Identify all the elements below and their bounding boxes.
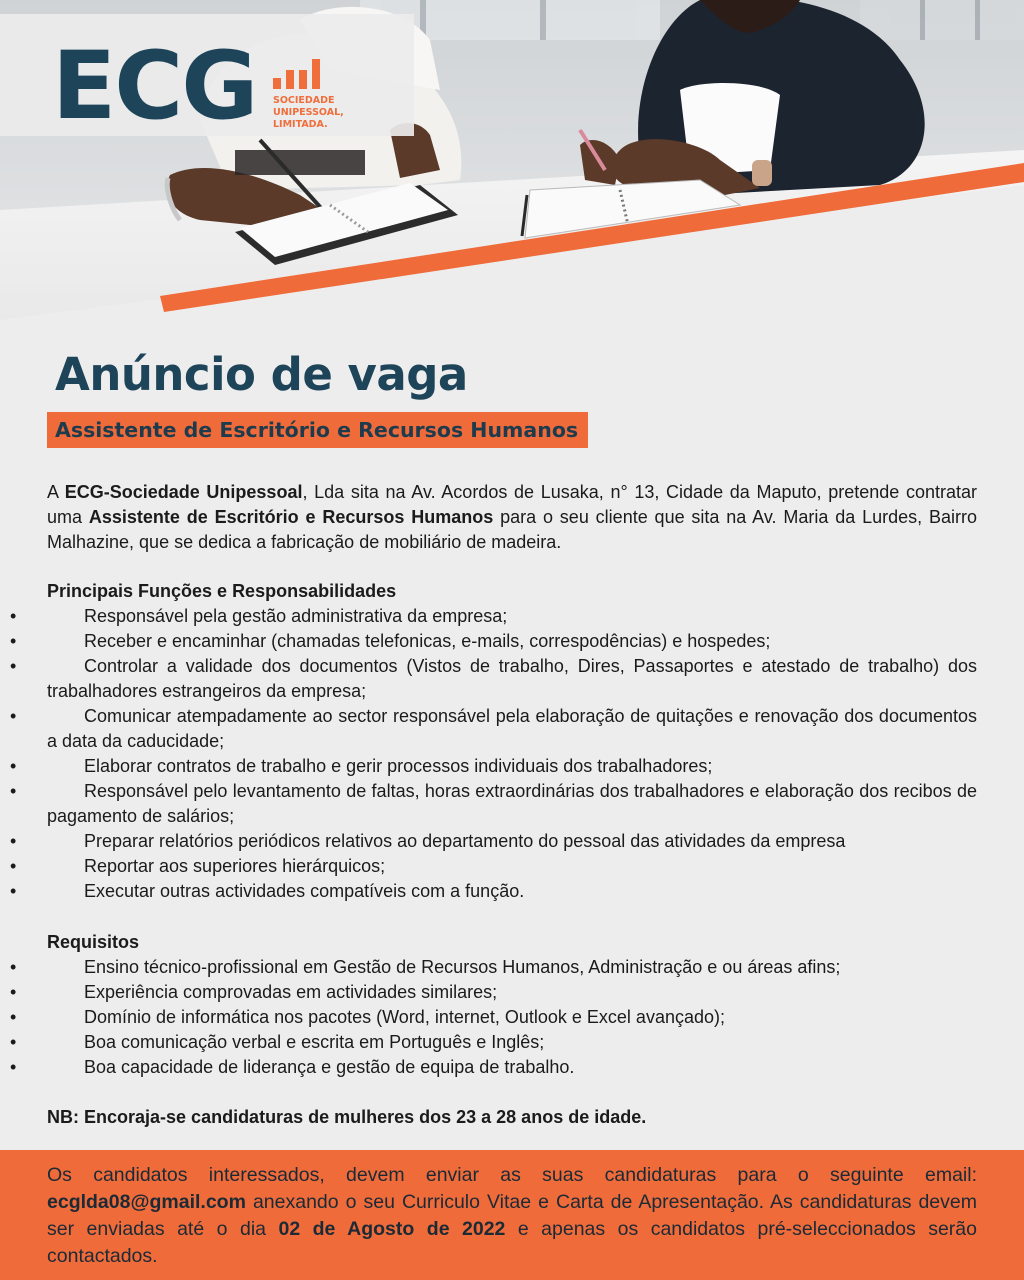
list-item xyxy=(10,955,977,980)
list-item xyxy=(10,879,977,904)
bullet-icon: • xyxy=(10,856,17,876)
list-item-text: Responsável pelo levantamento de faltas, horas extraordinárias dos trabalhadores e elaboração dos recibos de pagamento de salários; xyxy=(47,781,977,826)
bullet-icon: • xyxy=(10,756,17,776)
list-item xyxy=(10,1030,977,1055)
nb-label: NB: xyxy=(47,1107,79,1127)
list-item xyxy=(10,704,977,754)
list-item xyxy=(10,854,977,879)
deadline-date: 02 de Agosto de 2022 xyxy=(278,1218,506,1240)
bullet-icon: • xyxy=(10,881,17,901)
bullet-icon: • xyxy=(10,982,17,1002)
list-item-text: Controlar a validade dos documentos (Vistos de trabalho, Dires, Passaportes e atestado de trabalho) dos trabalhadores estrangeiros da empresa; xyxy=(47,656,977,701)
footer-text: Os candidatos interessados, devem enviar as suas candidaturas para o seguinte email: xyxy=(47,1164,977,1186)
list-item-text: Ensino técnico-profissional em Gestão de Recursos Humanos, Administração e ou áreas afins; xyxy=(84,957,841,977)
application-instructions xyxy=(47,1162,977,1270)
bullet-icon: • xyxy=(10,957,17,977)
list-item-text: Elaborar contratos de trabalho e gerir processos individuais dos trabalhadores; xyxy=(84,756,713,776)
bullet-icon: • xyxy=(10,831,17,851)
list-item-text: Receber e encaminhar (chamadas telefonicas, e-mails, correspodências) e hospedes; xyxy=(84,631,771,651)
logo-banner xyxy=(0,14,414,141)
footer-text: anexando o seu Curriculo Vitae e Carta de Apresentação. As candidaturas devem ser enviadas até o dia xyxy=(47,1191,977,1240)
intro-company-name: ECG-Sociedade Unipessoal xyxy=(64,482,303,502)
list-item xyxy=(10,1005,977,1030)
list-item-text: Domínio de informática nos pacotes (Word, internet, Outlook e Excel avançado); xyxy=(84,1007,725,1027)
bullet-icon: • xyxy=(10,1007,17,1027)
logo-bar xyxy=(299,70,307,89)
list-item-text: Boa comunicação verbal e escrita em Português e Inglês; xyxy=(84,1032,545,1052)
list-item xyxy=(10,779,977,829)
logo-wordmark: ECG xyxy=(52,32,257,141)
requirements-list xyxy=(10,955,977,1080)
list-item-text: Executar outras actividades compatíveis com a função. xyxy=(84,881,525,901)
list-item xyxy=(10,980,977,1005)
list-item xyxy=(10,754,977,779)
list-item xyxy=(10,654,977,704)
list-item-text: Preparar relatórios periódicos relativos ao departamento do pessoal das atividades da empresa xyxy=(84,831,846,851)
logo-bar xyxy=(273,78,281,89)
intro-position-name: Assistente de Escritório e Recursos Humanos xyxy=(88,507,494,527)
list-item-text: Responsável pela gestão administrativa da empresa; xyxy=(84,606,508,626)
application-footer xyxy=(0,1150,1024,1280)
list-item-text: Comunicar atempadamente ao sector responsável pela elaboração de quitações e renovação dos documentos a data da caducidade; xyxy=(47,706,977,751)
job-title-badge: Assistente de Escritório e Recursos Humanos xyxy=(47,412,588,448)
logo-tagline xyxy=(273,95,344,131)
footer-text: e apenas os candidatos pré-seleccionados serão contactados. xyxy=(47,1218,977,1267)
bullet-icon: • xyxy=(10,1057,17,1077)
bullet-icon: • xyxy=(10,706,17,726)
requirements-heading: Requisitos xyxy=(47,932,140,952)
bullet-icon: • xyxy=(10,631,17,651)
list-item-text: Reportar aos superiores hierárquicos; xyxy=(84,856,386,876)
bullet-icon: • xyxy=(10,606,17,626)
intro-paragraph xyxy=(47,480,977,555)
responsibilities-list xyxy=(10,604,977,904)
intro-text: A xyxy=(47,482,65,502)
bullet-icon: • xyxy=(10,656,17,676)
list-item xyxy=(10,604,977,629)
list-item-text: Boa capacidade de liderança e gestão de equipa de trabalho. xyxy=(84,1057,575,1077)
nb-note xyxy=(47,1105,646,1130)
logo-bar xyxy=(312,59,320,89)
contact-email: ecglda08@gmail.com xyxy=(47,1191,246,1213)
list-item xyxy=(10,829,977,854)
bullet-icon: • xyxy=(10,1032,17,1052)
responsibilities-heading: Principais Funções e Responsabilidades xyxy=(47,581,397,601)
list-item xyxy=(10,1055,977,1080)
page-title: Anúncio de vaga xyxy=(55,348,468,401)
logo-tagline-line: UNIPESSOAL, xyxy=(273,107,344,118)
list-item xyxy=(10,629,977,654)
logo-tagline-line: LIMITADA. xyxy=(273,119,328,130)
logo-tagline-line: SOCIEDADE xyxy=(273,95,335,106)
intro-text: para o seu cliente que sita na Av. Maria da Lurdes, Bairro Malhazine, que se dedica a fabricação de mobiliário de madeira. xyxy=(47,507,977,552)
bullet-icon: • xyxy=(10,781,17,801)
intro-text: , Lda sita na Av. Acordos de Lusaka, n° 13, Cidade da Maputo, pretende contratar uma xyxy=(47,482,977,527)
logo-bar xyxy=(286,70,294,89)
list-item-text: Experiência comprovadas em actividades similares; xyxy=(84,982,498,1002)
nb-text: Encoraja-se candidaturas de mulheres dos 23 a 28 anos de idade. xyxy=(79,1107,647,1127)
